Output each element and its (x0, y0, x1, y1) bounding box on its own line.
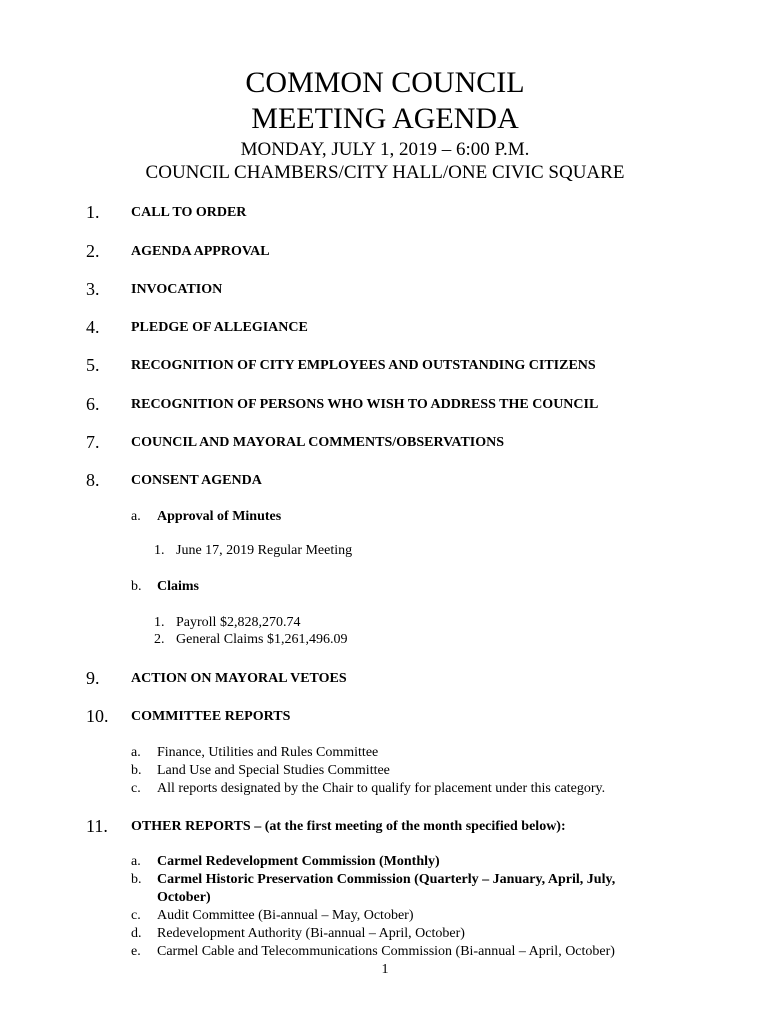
item-number: 9. (86, 668, 100, 688)
item-title-agenda-approval: AGENDA APPROVAL (131, 244, 270, 259)
item-number: 3. (86, 279, 100, 299)
item-title-other-reports: OTHER REPORTS – (at the first meeting of the month specified below): (131, 819, 566, 834)
item-number: 1. (86, 202, 100, 222)
committee-report-item: Land Use and Special Studies Committee (157, 763, 390, 778)
sub-letter: c. (131, 908, 141, 923)
sub-number: 1. (154, 543, 165, 558)
item-title-recognition-employees: RECOGNITION OF CITY EMPLOYEES AND OUTSTANDING CITIZENS (131, 358, 596, 373)
other-report-item: Carmel Cable and Telecommunications Commission (Bi-annual – April, October) (157, 944, 615, 959)
item-number: 7. (86, 432, 100, 452)
other-report-item: Audit Committee (Bi-annual – May, October) (157, 908, 414, 923)
item-number: 4. (86, 317, 100, 337)
item-number: 10. (86, 706, 109, 726)
item-title-mayoral-vetoes: ACTION ON MAYORAL VETOES (131, 671, 347, 686)
sub-number: 1. (154, 615, 165, 630)
sub-letter: d. (131, 926, 142, 941)
other-report-item: Carmel Redevelopment Commission (Monthly) (157, 854, 440, 869)
page-number: 1 (381, 962, 389, 977)
meeting-location: COUNCIL CHAMBERS/CITY HALL/ONE CIVIC SQUARE (145, 162, 625, 183)
sub-title-claims: Claims (157, 579, 199, 594)
committee-report-item: All reports designated by the Chair to qualify for placement under this category. (157, 781, 606, 796)
other-report-item-continued: October) (157, 890, 211, 905)
item-title-call-to-order: CALL TO ORDER (131, 205, 247, 220)
sub-letter: b. (131, 579, 142, 594)
item-title-consent-agenda: CONSENT AGENDA (131, 473, 262, 488)
item-title-committee-reports: COMMITTEE REPORTS (131, 709, 291, 724)
sub-letter: a. (131, 509, 141, 524)
sub-letter: c. (131, 781, 141, 796)
item-number: 11. (86, 816, 108, 836)
sub-number: 2. (154, 632, 165, 647)
sub-letter: a. (131, 745, 141, 760)
item-title-comments: COUNCIL AND MAYORAL COMMENTS/OBSERVATIONS (131, 435, 505, 450)
sub-letter: e. (131, 944, 141, 959)
title-line-1: COMMON COUNCIL (245, 66, 525, 99)
minutes-item: June 17, 2019 Regular Meeting (176, 543, 353, 558)
claims-payroll: Payroll $2,828,270.74 (176, 615, 301, 630)
other-report-item: Redevelopment Authority (Bi-annual – April, October) (157, 926, 465, 941)
item-title-invocation: INVOCATION (131, 282, 223, 297)
meeting-date: MONDAY, JULY 1, 2019 – 6:00 P.M. (240, 139, 530, 160)
item-title-recognition-persons: RECOGNITION OF PERSONS WHO WISH TO ADDRESS THE COUNCIL (131, 397, 599, 412)
sub-letter: a. (131, 854, 141, 869)
sub-letter: b. (131, 763, 142, 778)
committee-report-item: Finance, Utilities and Rules Committee (157, 745, 379, 760)
item-number: 8. (86, 470, 100, 490)
sub-title-approval-of-minutes: Approval of Minutes (157, 509, 282, 524)
claims-general: General Claims $1,261,496.09 (176, 632, 348, 647)
other-report-item: Carmel Historic Preservation Commission (Quarterly – January, April, July, (157, 872, 616, 887)
title-line-2: MEETING AGENDA (251, 102, 519, 135)
item-number: 5. (86, 355, 100, 375)
sub-letter: b. (131, 872, 142, 887)
item-number: 2. (86, 241, 100, 261)
item-number: 6. (86, 394, 100, 414)
item-title-pledge: PLEDGE OF ALLEGIANCE (131, 320, 308, 335)
